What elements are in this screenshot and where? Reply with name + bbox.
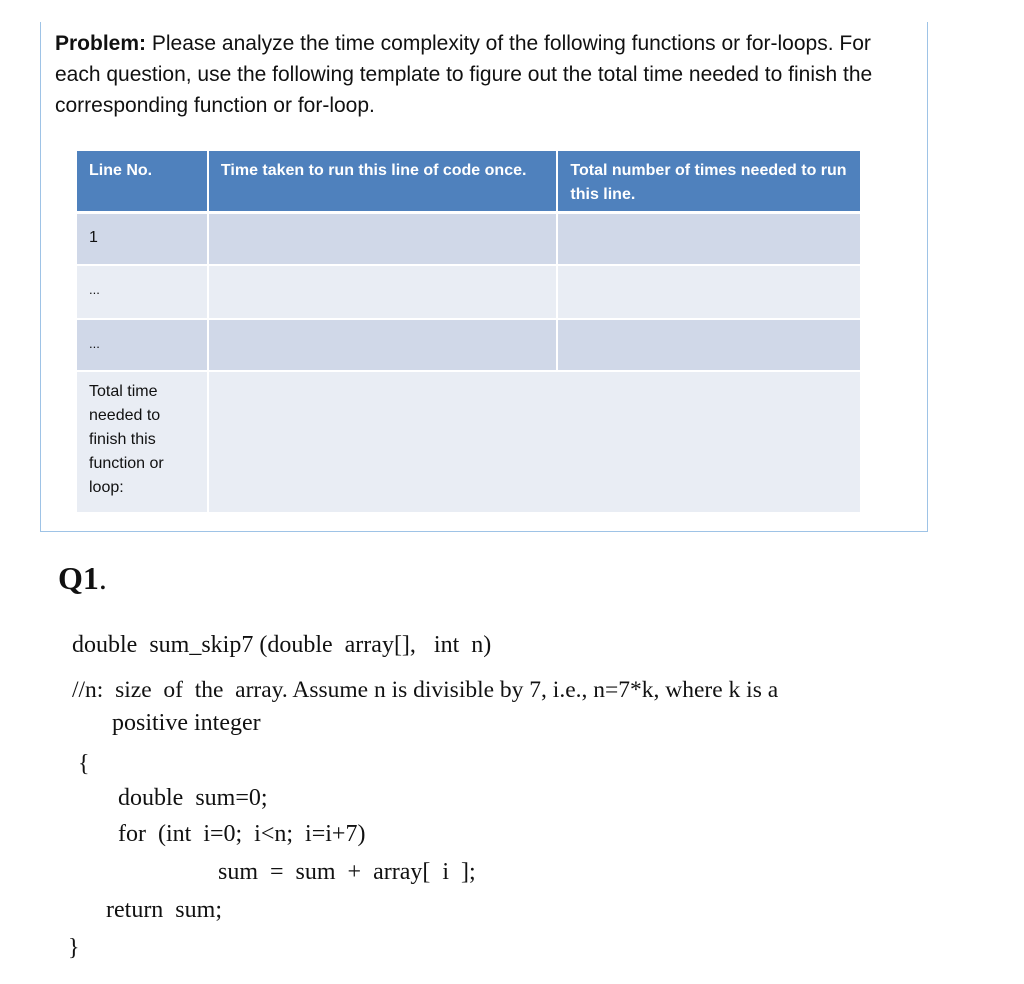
total-time-label: Total time needed to finish this function or loop: [77,371,208,513]
row-count-cell [557,265,861,319]
problem-box [40,22,928,532]
return-line: return sum; [106,897,222,923]
row-time-cell [208,213,557,265]
total-time-cell [208,371,861,513]
table-total-row [77,371,861,513]
open-brace: { [78,751,90,777]
question-period: . [98,560,107,596]
problem-label: Problem: [55,32,147,55]
header-line-no: Line No. [77,151,208,213]
row-time-cell [208,265,557,319]
table-row [77,265,861,319]
row-count-cell [557,319,861,371]
question-title [58,560,107,597]
table-row [77,319,861,371]
row-line-no: ... [77,265,208,319]
row-line-no: ... [77,319,208,371]
loop-body-line: sum = sum + array[ i ]; [218,859,476,885]
row-line-no: 1 [77,213,208,265]
header-total-times: Total number of times needed to run this line. [557,151,861,213]
close-brace: } [68,935,80,961]
function-signature: double sum_skip7 (double array[], int n) [72,632,492,658]
problem-text: Please analyze the time complexity of the following functions or for-loops. For each question, use the following template to figure out the total time needed to finish the corresponding function or for-loop. [55,32,873,117]
row-time-cell [208,319,557,371]
row-count-cell [557,213,861,265]
table-header-row [77,151,861,213]
for-loop-line: for (int i=0; i<n; i=i+7) [118,821,366,847]
table-row [77,213,861,265]
declaration-line: double sum=0; [118,785,268,811]
comment-line-2: positive integer [112,710,261,736]
question-number: Q1 [58,560,99,596]
template-table [77,151,862,514]
comment-line-1: //n: size of the array. Assume n is divisible by 7, i.e., n=7*k, where k is a [72,677,779,703]
problem-statement [55,28,905,121]
header-time-taken: Time taken to run this line of code once. [208,151,557,213]
